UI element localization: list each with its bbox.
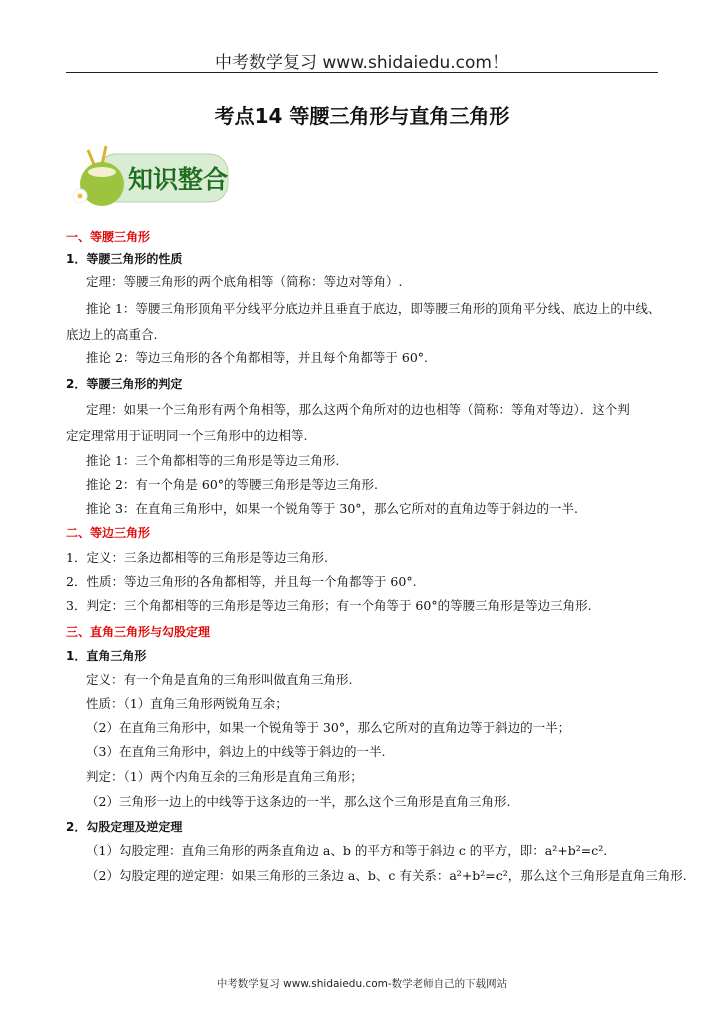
- header-divider: [66, 72, 658, 73]
- coconut-icon: [68, 144, 230, 206]
- section-heading: 二、等边三角形: [66, 526, 151, 540]
- paragraph-line: 推论 2：等边三角形的各个角都相等，并且每个角都等于 60°.: [86, 350, 429, 365]
- paragraph-line: （2）在直角三角形中，如果一个锐角等于 30°，那么它所对的直角边等于斜边的一半；: [86, 720, 571, 735]
- paragraph-line: 定理：如果一个三角形有两个角相等，那么这两个角所对的边也相等（简称：等角对等边）．这个判: [86, 402, 630, 417]
- subsection-heading: 2．勾股定理及逆定理: [66, 820, 183, 834]
- paragraph-line: （2）三角形一边上的中线等于这条边的一半，那么这个三角形是直角三角形.: [86, 794, 511, 809]
- paragraph-line: （2）勾股定理的逆定理：如果三角形的三条边 a、b、c 有关系：a²+b²=c²，那么这个三角形是直角三角形.: [86, 868, 687, 883]
- subsection-heading: 1．直角三角形: [66, 649, 147, 663]
- paragraph-line: 3．判定：三个角都相等的三角形是等边三角形；有一个角等于 60°的等腰三角形是等边三角形.: [66, 598, 592, 613]
- paragraph-line: 2．性质：等边三角形的各角都相等，并且每一个角都等于 60°.: [66, 574, 417, 589]
- paragraph-line: 推论 3：在直角三角形中，如果一个锐角等于 30°，那么它所对的直角边等于斜边的一半.: [86, 501, 579, 516]
- paragraph-line: （3）在直角三角形中，斜边上的中线等于斜边的一半.: [86, 744, 386, 759]
- paragraph-line: 底边上的高重合.: [66, 327, 158, 342]
- paragraph-line: 定定理常用于证明同一个三角形中的边相等.: [66, 428, 308, 443]
- paragraph-line: 推论 1：三个角都相等的三角形是等边三角形.: [86, 453, 340, 468]
- paragraph-line: 定理：等腰三角形的两个底角相等（简称：等边对等角）.: [86, 274, 403, 289]
- page-title: 考点14 等腰三角形与直角三角形: [214, 104, 510, 128]
- knowledge-badge: [68, 144, 230, 206]
- page-footer: 中考数学复习 www.shidaiedu.com-数学老师自己的下载网站: [216, 978, 508, 990]
- section-heading: 三、直角三角形与勾股定理: [66, 625, 211, 639]
- page-header: 中考数学复习 www.shidaiedu.com！: [215, 53, 509, 73]
- section-heading: 一、等腰三角形: [66, 230, 151, 244]
- paragraph-line: 推论 1：等腰三角形顶角平分线平分底边并且垂直于底边，即等腰三角形的顶角平分线、底边上的中线、: [86, 301, 661, 316]
- paragraph-line: 判定：（1）两个内角互余的三角形是直角三角形；: [86, 769, 363, 784]
- paragraph-line: 1．定义：三条边都相等的三角形是等边三角形.: [66, 550, 328, 565]
- subsection-heading: 2．等腰三角形的判定: [66, 377, 183, 391]
- paragraph-line: 推论 2：有一个角是 60°的等腰三角形是等边三角形.: [86, 477, 379, 492]
- badge-text: 知识整合: [128, 165, 229, 194]
- paragraph-line: 定义：有一个角是直角的三角形叫做直角三角形.: [86, 672, 353, 687]
- paragraph-line: （1）勾股定理：直角三角形的两条直角边 a、b 的平方和等于斜边 c 的平方，即：a²+b²=c².: [86, 843, 608, 858]
- subsection-heading: 1．等腰三角形的性质: [66, 252, 183, 266]
- paragraph-line: 性质：（1）直角三角形两锐角互余；: [86, 696, 288, 711]
